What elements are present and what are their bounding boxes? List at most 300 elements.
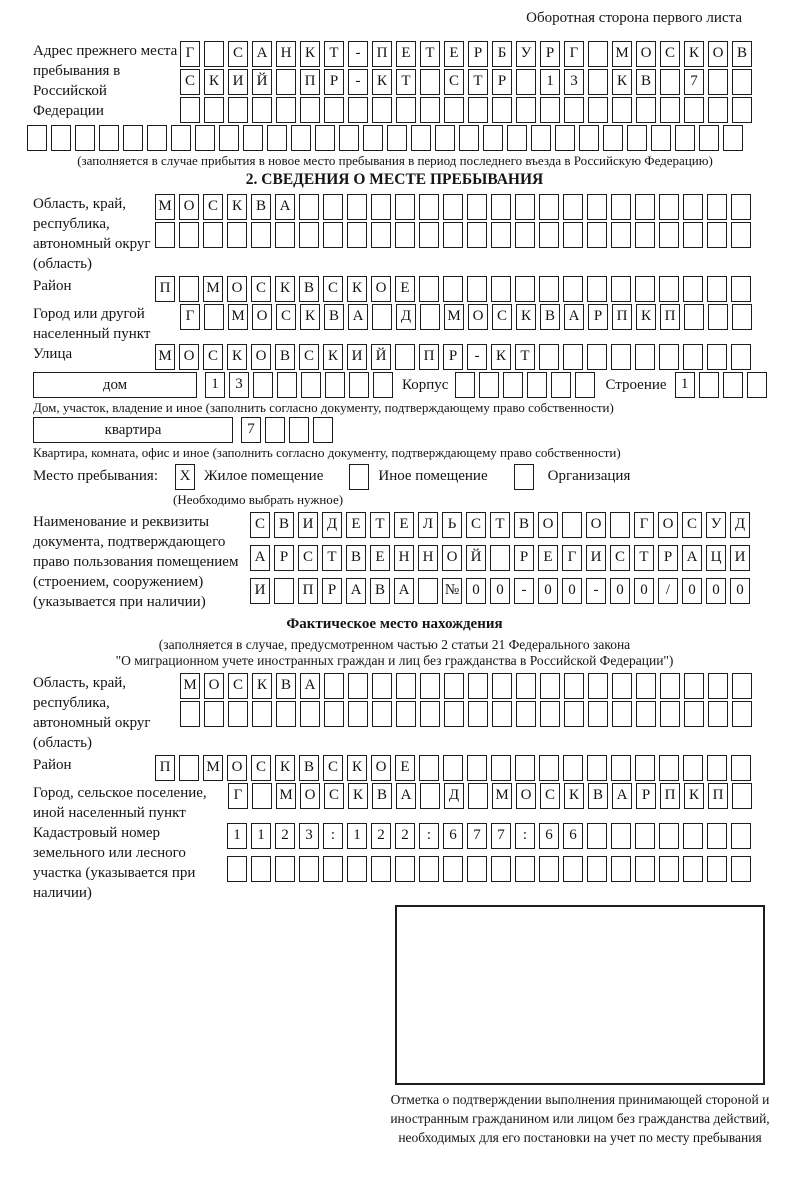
- char-cell[interactable]: [300, 701, 320, 727]
- char-cell[interactable]: [731, 856, 751, 882]
- char-cell[interactable]: [611, 276, 631, 302]
- char-cell[interactable]: П: [708, 783, 728, 809]
- char-cell[interactable]: К: [636, 304, 656, 330]
- char-cell[interactable]: 6: [539, 823, 559, 849]
- char-cell[interactable]: [516, 673, 536, 699]
- char-cell[interactable]: 1: [675, 372, 695, 398]
- char-cell[interactable]: [468, 783, 488, 809]
- char-cell[interactable]: [539, 344, 559, 370]
- char-cell[interactable]: [276, 97, 296, 123]
- char-cell[interactable]: [539, 856, 559, 882]
- char-cell[interactable]: [659, 194, 679, 220]
- char-cell[interactable]: В: [324, 304, 344, 330]
- char-cell[interactable]: [468, 97, 488, 123]
- char-cell[interactable]: С: [203, 194, 223, 220]
- char-cell[interactable]: А: [300, 673, 320, 699]
- char-cell[interactable]: С: [324, 783, 344, 809]
- char-cell[interactable]: А: [612, 783, 632, 809]
- char-cell[interactable]: 2: [371, 823, 391, 849]
- char-cell[interactable]: Д: [322, 512, 342, 538]
- char-cell[interactable]: [659, 823, 679, 849]
- char-cell[interactable]: 7: [491, 823, 511, 849]
- char-cell[interactable]: С: [660, 41, 680, 67]
- char-cell[interactable]: [203, 222, 223, 248]
- char-cell[interactable]: [707, 856, 727, 882]
- char-cell[interactable]: К: [516, 304, 536, 330]
- char-cell[interactable]: [291, 125, 311, 151]
- char-cell[interactable]: М: [203, 276, 223, 302]
- char-cell[interactable]: В: [299, 276, 319, 302]
- char-cell[interactable]: [732, 304, 752, 330]
- char-cell[interactable]: [459, 125, 479, 151]
- char-cell[interactable]: [300, 97, 320, 123]
- char-cell[interactable]: [551, 372, 571, 398]
- char-cell[interactable]: Г: [564, 41, 584, 67]
- char-cell[interactable]: [301, 372, 321, 398]
- char-cell[interactable]: С: [251, 755, 271, 781]
- char-cell[interactable]: Р: [468, 41, 488, 67]
- char-cell[interactable]: [276, 69, 296, 95]
- char-cell[interactable]: [219, 125, 239, 151]
- char-cell[interactable]: [348, 701, 368, 727]
- char-cell[interactable]: [123, 125, 143, 151]
- char-cell[interactable]: [349, 372, 369, 398]
- char-cell[interactable]: [371, 856, 391, 882]
- char-cell[interactable]: Т: [420, 41, 440, 67]
- char-cell[interactable]: [575, 372, 595, 398]
- char-cell[interactable]: 0: [706, 578, 726, 604]
- char-cell[interactable]: К: [347, 755, 367, 781]
- char-cell[interactable]: О: [708, 41, 728, 67]
- char-cell[interactable]: О: [371, 755, 391, 781]
- char-cell[interactable]: К: [300, 304, 320, 330]
- char-cell[interactable]: Н: [418, 545, 438, 571]
- char-cell[interactable]: [732, 69, 752, 95]
- char-cell[interactable]: 0: [490, 578, 510, 604]
- char-cell[interactable]: А: [252, 41, 272, 67]
- char-cell[interactable]: /: [658, 578, 678, 604]
- char-cell[interactable]: Т: [468, 69, 488, 95]
- char-cell[interactable]: [275, 856, 295, 882]
- char-cell[interactable]: [479, 372, 499, 398]
- char-cell[interactable]: [516, 69, 536, 95]
- char-cell[interactable]: В: [274, 512, 294, 538]
- char-cell[interactable]: И: [730, 545, 750, 571]
- char-cell[interactable]: А: [348, 304, 368, 330]
- char-cell[interactable]: [468, 701, 488, 727]
- char-cell[interactable]: [204, 304, 224, 330]
- char-cell[interactable]: [491, 222, 511, 248]
- char-cell[interactable]: С: [250, 512, 270, 538]
- char-cell[interactable]: 3: [299, 823, 319, 849]
- char-cell[interactable]: [707, 755, 727, 781]
- char-cell[interactable]: [420, 97, 440, 123]
- char-cell[interactable]: С: [444, 69, 464, 95]
- char-cell[interactable]: 0: [538, 578, 558, 604]
- char-cell[interactable]: [467, 194, 487, 220]
- char-cell[interactable]: 2: [275, 823, 295, 849]
- char-cell[interactable]: [611, 344, 631, 370]
- char-cell[interactable]: Т: [370, 512, 390, 538]
- char-cell[interactable]: К: [227, 194, 247, 220]
- char-cell[interactable]: [612, 701, 632, 727]
- char-cell[interactable]: В: [636, 69, 656, 95]
- char-cell[interactable]: О: [538, 512, 558, 538]
- char-cell[interactable]: В: [275, 344, 295, 370]
- char-cell[interactable]: [708, 304, 728, 330]
- char-cell[interactable]: 3: [229, 372, 249, 398]
- char-cell[interactable]: [539, 222, 559, 248]
- char-cell[interactable]: [243, 125, 263, 151]
- char-cell[interactable]: Г: [180, 304, 200, 330]
- char-cell[interactable]: [611, 755, 631, 781]
- char-cell[interactable]: [372, 673, 392, 699]
- char-cell[interactable]: [420, 69, 440, 95]
- char-cell[interactable]: [420, 304, 440, 330]
- char-cell[interactable]: [531, 125, 551, 151]
- char-cell[interactable]: [371, 194, 391, 220]
- char-cell[interactable]: [467, 755, 487, 781]
- char-cell[interactable]: К: [227, 344, 247, 370]
- char-cell[interactable]: [467, 856, 487, 882]
- char-cell[interactable]: [347, 856, 367, 882]
- char-cell[interactable]: :: [515, 823, 535, 849]
- char-cell[interactable]: И: [250, 578, 270, 604]
- char-cell[interactable]: [612, 673, 632, 699]
- char-cell[interactable]: К: [275, 276, 295, 302]
- char-cell[interactable]: [227, 222, 247, 248]
- char-cell[interactable]: И: [228, 69, 248, 95]
- char-cell[interactable]: И: [347, 344, 367, 370]
- char-cell[interactable]: [587, 856, 607, 882]
- char-cell[interactable]: Р: [514, 545, 534, 571]
- char-cell[interactable]: [325, 372, 345, 398]
- char-cell[interactable]: [660, 673, 680, 699]
- char-cell[interactable]: [251, 222, 271, 248]
- char-cell[interactable]: Д: [730, 512, 750, 538]
- char-cell[interactable]: П: [155, 276, 175, 302]
- char-cell[interactable]: П: [660, 304, 680, 330]
- char-cell[interactable]: [468, 673, 488, 699]
- char-cell[interactable]: [699, 372, 719, 398]
- char-cell[interactable]: [707, 222, 727, 248]
- char-cell[interactable]: [732, 701, 752, 727]
- char-cell[interactable]: [723, 372, 743, 398]
- char-cell[interactable]: П: [660, 783, 680, 809]
- char-cell[interactable]: А: [396, 783, 416, 809]
- char-cell[interactable]: [324, 97, 344, 123]
- char-cell[interactable]: [435, 125, 455, 151]
- char-cell[interactable]: О: [179, 344, 199, 370]
- char-cell[interactable]: [683, 222, 703, 248]
- char-cell[interactable]: Р: [322, 578, 342, 604]
- char-cell[interactable]: [179, 276, 199, 302]
- char-cell[interactable]: [588, 701, 608, 727]
- char-cell[interactable]: Р: [540, 41, 560, 67]
- char-cell[interactable]: [277, 372, 297, 398]
- char-cell[interactable]: О: [227, 276, 247, 302]
- char-cell[interactable]: [579, 125, 599, 151]
- char-cell[interactable]: [684, 97, 704, 123]
- char-cell[interactable]: М: [612, 41, 632, 67]
- checkbox-organization[interactable]: [514, 464, 534, 490]
- char-cell[interactable]: [395, 344, 415, 370]
- char-cell[interactable]: П: [419, 344, 439, 370]
- char-cell[interactable]: [373, 372, 393, 398]
- char-cell[interactable]: О: [636, 41, 656, 67]
- char-cell[interactable]: Д: [396, 304, 416, 330]
- char-cell[interactable]: [420, 673, 440, 699]
- char-cell[interactable]: [228, 97, 248, 123]
- char-cell[interactable]: Л: [418, 512, 438, 538]
- checkbox-other-premises[interactable]: [349, 464, 369, 490]
- char-cell[interactable]: :: [323, 823, 343, 849]
- char-cell[interactable]: [683, 856, 703, 882]
- char-cell[interactable]: [396, 701, 416, 727]
- char-cell[interactable]: Т: [634, 545, 654, 571]
- char-cell[interactable]: К: [372, 69, 392, 95]
- char-cell[interactable]: [204, 701, 224, 727]
- char-cell[interactable]: 1: [540, 69, 560, 95]
- char-cell[interactable]: [659, 344, 679, 370]
- char-cell[interactable]: [563, 856, 583, 882]
- char-cell[interactable]: [659, 856, 679, 882]
- char-cell[interactable]: К: [564, 783, 584, 809]
- char-cell[interactable]: [635, 856, 655, 882]
- char-cell[interactable]: [483, 125, 503, 151]
- char-cell[interactable]: [540, 97, 560, 123]
- char-cell[interactable]: [443, 755, 463, 781]
- char-cell[interactable]: К: [252, 673, 272, 699]
- char-cell[interactable]: В: [276, 673, 296, 699]
- char-cell[interactable]: Е: [370, 545, 390, 571]
- char-cell[interactable]: Н: [394, 545, 414, 571]
- char-cell[interactable]: [276, 701, 296, 727]
- char-cell[interactable]: С: [682, 512, 702, 538]
- char-cell[interactable]: В: [372, 783, 392, 809]
- char-cell[interactable]: [563, 344, 583, 370]
- char-cell[interactable]: [467, 222, 487, 248]
- char-cell[interactable]: К: [347, 276, 367, 302]
- char-cell[interactable]: [587, 755, 607, 781]
- char-cell[interactable]: [179, 222, 199, 248]
- char-cell[interactable]: И: [586, 545, 606, 571]
- char-cell[interactable]: [539, 194, 559, 220]
- char-cell[interactable]: Ц: [706, 545, 726, 571]
- char-cell[interactable]: [540, 701, 560, 727]
- char-cell[interactable]: [636, 701, 656, 727]
- char-cell[interactable]: Е: [396, 41, 416, 67]
- char-cell[interactable]: В: [732, 41, 752, 67]
- char-cell[interactable]: К: [348, 783, 368, 809]
- char-cell[interactable]: [707, 276, 727, 302]
- char-cell[interactable]: [635, 823, 655, 849]
- char-cell[interactable]: Б: [492, 41, 512, 67]
- char-cell[interactable]: [492, 701, 512, 727]
- char-cell[interactable]: [492, 97, 512, 123]
- char-cell[interactable]: [563, 194, 583, 220]
- char-cell[interactable]: [563, 276, 583, 302]
- char-cell[interactable]: [587, 222, 607, 248]
- char-cell[interactable]: К: [204, 69, 224, 95]
- char-cell[interactable]: О: [586, 512, 606, 538]
- char-cell[interactable]: [708, 673, 728, 699]
- char-cell[interactable]: [180, 97, 200, 123]
- char-cell[interactable]: [444, 673, 464, 699]
- char-cell[interactable]: [660, 701, 680, 727]
- char-cell[interactable]: [731, 755, 751, 781]
- char-cell[interactable]: [708, 97, 728, 123]
- char-cell[interactable]: 1: [251, 823, 271, 849]
- char-cell[interactable]: Е: [538, 545, 558, 571]
- char-cell[interactable]: [419, 276, 439, 302]
- char-cell[interactable]: [155, 222, 175, 248]
- char-cell[interactable]: [315, 125, 335, 151]
- char-cell[interactable]: П: [612, 304, 632, 330]
- char-cell[interactable]: М: [155, 344, 175, 370]
- char-cell[interactable]: С: [180, 69, 200, 95]
- char-cell[interactable]: [419, 194, 439, 220]
- char-cell[interactable]: [588, 673, 608, 699]
- char-cell[interactable]: 6: [443, 823, 463, 849]
- char-cell[interactable]: [420, 701, 440, 727]
- char-cell[interactable]: В: [251, 194, 271, 220]
- char-cell[interactable]: [179, 755, 199, 781]
- char-cell[interactable]: О: [442, 545, 462, 571]
- char-cell[interactable]: [683, 276, 703, 302]
- char-cell[interactable]: -: [467, 344, 487, 370]
- char-cell[interactable]: [371, 222, 391, 248]
- char-cell[interactable]: [490, 545, 510, 571]
- char-cell[interactable]: [723, 125, 743, 151]
- char-cell[interactable]: [99, 125, 119, 151]
- char-cell[interactable]: О: [227, 755, 247, 781]
- char-cell[interactable]: [252, 783, 272, 809]
- char-cell[interactable]: [265, 417, 285, 443]
- char-cell[interactable]: [707, 823, 727, 849]
- char-cell[interactable]: [731, 344, 751, 370]
- char-cell[interactable]: [564, 701, 584, 727]
- char-cell[interactable]: [515, 276, 535, 302]
- char-cell[interactable]: [180, 701, 200, 727]
- char-cell[interactable]: Е: [394, 512, 414, 538]
- char-cell[interactable]: Р: [658, 545, 678, 571]
- char-cell[interactable]: [515, 755, 535, 781]
- char-cell[interactable]: [204, 97, 224, 123]
- char-cell[interactable]: 7: [467, 823, 487, 849]
- char-cell[interactable]: А: [564, 304, 584, 330]
- char-cell[interactable]: [147, 125, 167, 151]
- char-cell[interactable]: [195, 125, 215, 151]
- char-cell[interactable]: П: [300, 69, 320, 95]
- char-cell[interactable]: [372, 97, 392, 123]
- char-cell[interactable]: М: [228, 304, 248, 330]
- char-cell[interactable]: [516, 97, 536, 123]
- char-cell[interactable]: [515, 194, 535, 220]
- char-cell[interactable]: [395, 194, 415, 220]
- char-cell[interactable]: [635, 755, 655, 781]
- char-cell[interactable]: [491, 194, 511, 220]
- char-cell[interactable]: [707, 344, 727, 370]
- char-cell[interactable]: В: [346, 545, 366, 571]
- char-cell[interactable]: [587, 823, 607, 849]
- char-cell[interactable]: К: [300, 41, 320, 67]
- char-cell[interactable]: [323, 856, 343, 882]
- char-cell[interactable]: В: [370, 578, 390, 604]
- char-cell[interactable]: Т: [490, 512, 510, 538]
- char-cell[interactable]: [507, 125, 527, 151]
- char-cell[interactable]: 0: [682, 578, 702, 604]
- char-cell[interactable]: А: [250, 545, 270, 571]
- char-cell[interactable]: Й: [252, 69, 272, 95]
- char-cell[interactable]: [419, 856, 439, 882]
- char-cell[interactable]: [516, 701, 536, 727]
- char-cell[interactable]: [627, 125, 647, 151]
- char-cell[interactable]: Р: [324, 69, 344, 95]
- char-cell[interactable]: [562, 512, 582, 538]
- char-cell[interactable]: [683, 344, 703, 370]
- char-cell[interactable]: 0: [562, 578, 582, 604]
- char-cell[interactable]: [515, 856, 535, 882]
- char-cell[interactable]: [527, 372, 547, 398]
- char-cell[interactable]: У: [516, 41, 536, 67]
- char-cell[interactable]: К: [491, 344, 511, 370]
- char-cell[interactable]: [610, 512, 630, 538]
- char-cell[interactable]: [395, 856, 415, 882]
- char-cell[interactable]: [395, 222, 415, 248]
- char-cell[interactable]: Р: [492, 69, 512, 95]
- char-cell[interactable]: М: [444, 304, 464, 330]
- char-cell[interactable]: [267, 125, 287, 151]
- char-cell[interactable]: [564, 673, 584, 699]
- char-cell[interactable]: [503, 372, 523, 398]
- char-cell[interactable]: С: [323, 276, 343, 302]
- char-cell[interactable]: [299, 222, 319, 248]
- char-cell[interactable]: [539, 755, 559, 781]
- char-cell[interactable]: [732, 97, 752, 123]
- char-cell[interactable]: А: [346, 578, 366, 604]
- char-cell[interactable]: В: [514, 512, 534, 538]
- char-cell[interactable]: О: [204, 673, 224, 699]
- char-cell[interactable]: [253, 372, 273, 398]
- char-cell[interactable]: [731, 194, 751, 220]
- char-cell[interactable]: Т: [396, 69, 416, 95]
- char-cell[interactable]: Г: [228, 783, 248, 809]
- char-cell[interactable]: С: [610, 545, 630, 571]
- char-cell[interactable]: О: [179, 194, 199, 220]
- char-cell[interactable]: [339, 125, 359, 151]
- char-cell[interactable]: [539, 276, 559, 302]
- char-cell[interactable]: М: [203, 755, 223, 781]
- char-cell[interactable]: [252, 97, 272, 123]
- char-cell[interactable]: [611, 194, 631, 220]
- char-cell[interactable]: [635, 344, 655, 370]
- char-cell[interactable]: В: [299, 755, 319, 781]
- char-cell[interactable]: [372, 304, 392, 330]
- char-cell[interactable]: [707, 194, 727, 220]
- char-cell[interactable]: 0: [730, 578, 750, 604]
- char-cell[interactable]: [27, 125, 47, 151]
- char-cell[interactable]: [396, 97, 416, 123]
- char-cell[interactable]: 0: [634, 578, 654, 604]
- char-cell[interactable]: [347, 194, 367, 220]
- char-cell[interactable]: [491, 856, 511, 882]
- char-cell[interactable]: [419, 222, 439, 248]
- char-cell[interactable]: М: [180, 673, 200, 699]
- char-cell[interactable]: 6: [563, 823, 583, 849]
- char-cell[interactable]: О: [371, 276, 391, 302]
- char-cell[interactable]: А: [275, 194, 295, 220]
